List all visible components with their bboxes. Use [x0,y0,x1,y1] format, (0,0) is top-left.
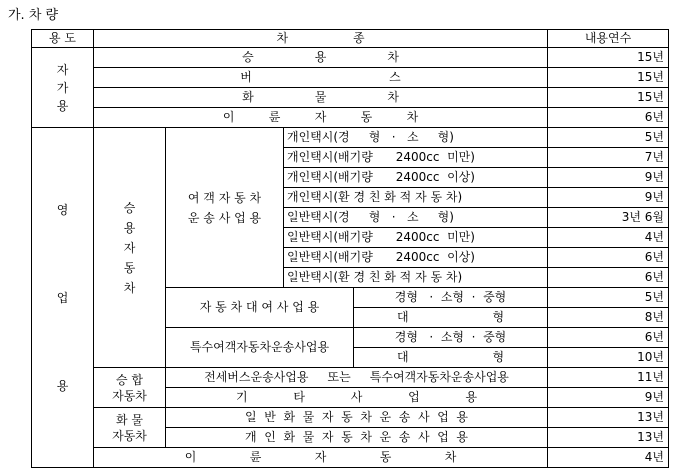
passenger-transport-label: 여 객 자 동 차 운 송 사 업 용 [166,128,284,288]
vehicle-type-cell: 일반택시(경 형 · 소 형) [284,208,548,228]
service-life-cell: 5년 [548,288,669,308]
rental-business-label: 자 동 차 대 여 사 업 용 [166,288,354,328]
section-title: 가. 차 량 [8,8,59,23]
vehicle-type-cell: 버 스 [94,68,548,88]
header-usage: 용 도 [32,30,94,48]
service-life-cell: 9년 [548,388,669,408]
service-life-cell: 10년 [548,348,669,368]
vehicle-type-cell: 기 타 사 업 용 [166,388,548,408]
service-life-cell: 6년 [548,328,669,348]
header-vehicle-type: 차 종 [94,30,548,48]
vehicle-type-cell: 일반택시(환 경 친 화 적 자 동 차) [284,268,548,288]
vehicle-type-cell: 개 인 화 물 자 동 차 운 송 사 업 용 [166,428,548,448]
table-row [32,448,669,468]
van-label: 승 합 자동차 [94,368,166,408]
service-life-cell: 15년 [548,48,669,68]
table-row [32,88,669,108]
passenger-car-label: 승용자동차 [94,128,166,368]
vehicle-size-cell: 경형 · 소형 · 중형 [354,328,548,348]
service-life-cell: 13년 [548,408,669,428]
vehicle-type-cell: 개인택시(경 형 · 소 형) [284,128,548,148]
service-life-cell: 9년 [548,188,669,208]
table-row [32,48,669,68]
special-passenger-label: 특수여객자동차운송사업용 [166,328,354,368]
service-life-cell: 7년 [548,148,669,168]
table-row [32,108,669,128]
vehicle-type-cell: 전세버스운송사업용 또는 특수여객자동차운송사업용 [166,368,548,388]
service-life-cell: 4년 [548,228,669,248]
service-life-cell: 6년 [548,268,669,288]
service-life-cell: 8년 [548,308,669,328]
table-row [32,68,669,88]
vehicle-type-cell: 승 용 차 [94,48,548,68]
service-life-cell: 3년 6월 [548,208,669,228]
table-row [32,408,669,428]
vehicle-type-cell: 이 륜 자 동 차 [94,448,548,468]
service-life-cell: 15년 [548,68,669,88]
service-life-cell: 9년 [548,168,669,188]
private-use-label: 자가용 [32,48,94,128]
business-use-label: 영업용 [32,128,94,468]
service-life-cell: 6년 [548,108,669,128]
table-row [32,128,669,148]
service-life-cell: 4년 [548,448,669,468]
vehicle-type-cell: 개인택시(배기량 2400cc 미만) [284,148,548,168]
vehicle-size-cell: 대 형 [354,308,548,328]
vehicle-size-cell: 경형 · 소형 · 중형 [354,288,548,308]
vehicle-size-cell: 대 형 [354,348,548,368]
vehicle-type-cell: 화 물 차 [94,88,548,108]
header-row [32,30,669,48]
vehicle-type-cell: 개인택시(배기량 2400cc 이상) [284,168,548,188]
vehicle-type-cell: 일반택시(배기량 2400cc 이상) [284,248,548,268]
service-life-cell: 6년 [548,248,669,268]
vehicle-lifespan-table [31,29,669,468]
vehicle-type-cell: 일 반 화 물 자 동 차 운 송 사 업 용 [166,408,548,428]
truck-label: 화 물 자동차 [94,408,166,448]
vehicle-type-cell: 이 륜 자 동 차 [94,108,548,128]
service-life-cell: 13년 [548,428,669,448]
vehicle-type-cell: 개인택시(환 경 친 화 적 자 동 차) [284,188,548,208]
header-service-life: 내용연수 [548,30,669,48]
vehicle-type-cell: 일반택시(배기량 2400cc 미만) [284,228,548,248]
service-life-cell: 11년 [548,368,669,388]
service-life-cell: 15년 [548,88,669,108]
table-row [32,368,669,388]
service-life-cell: 5년 [548,128,669,148]
